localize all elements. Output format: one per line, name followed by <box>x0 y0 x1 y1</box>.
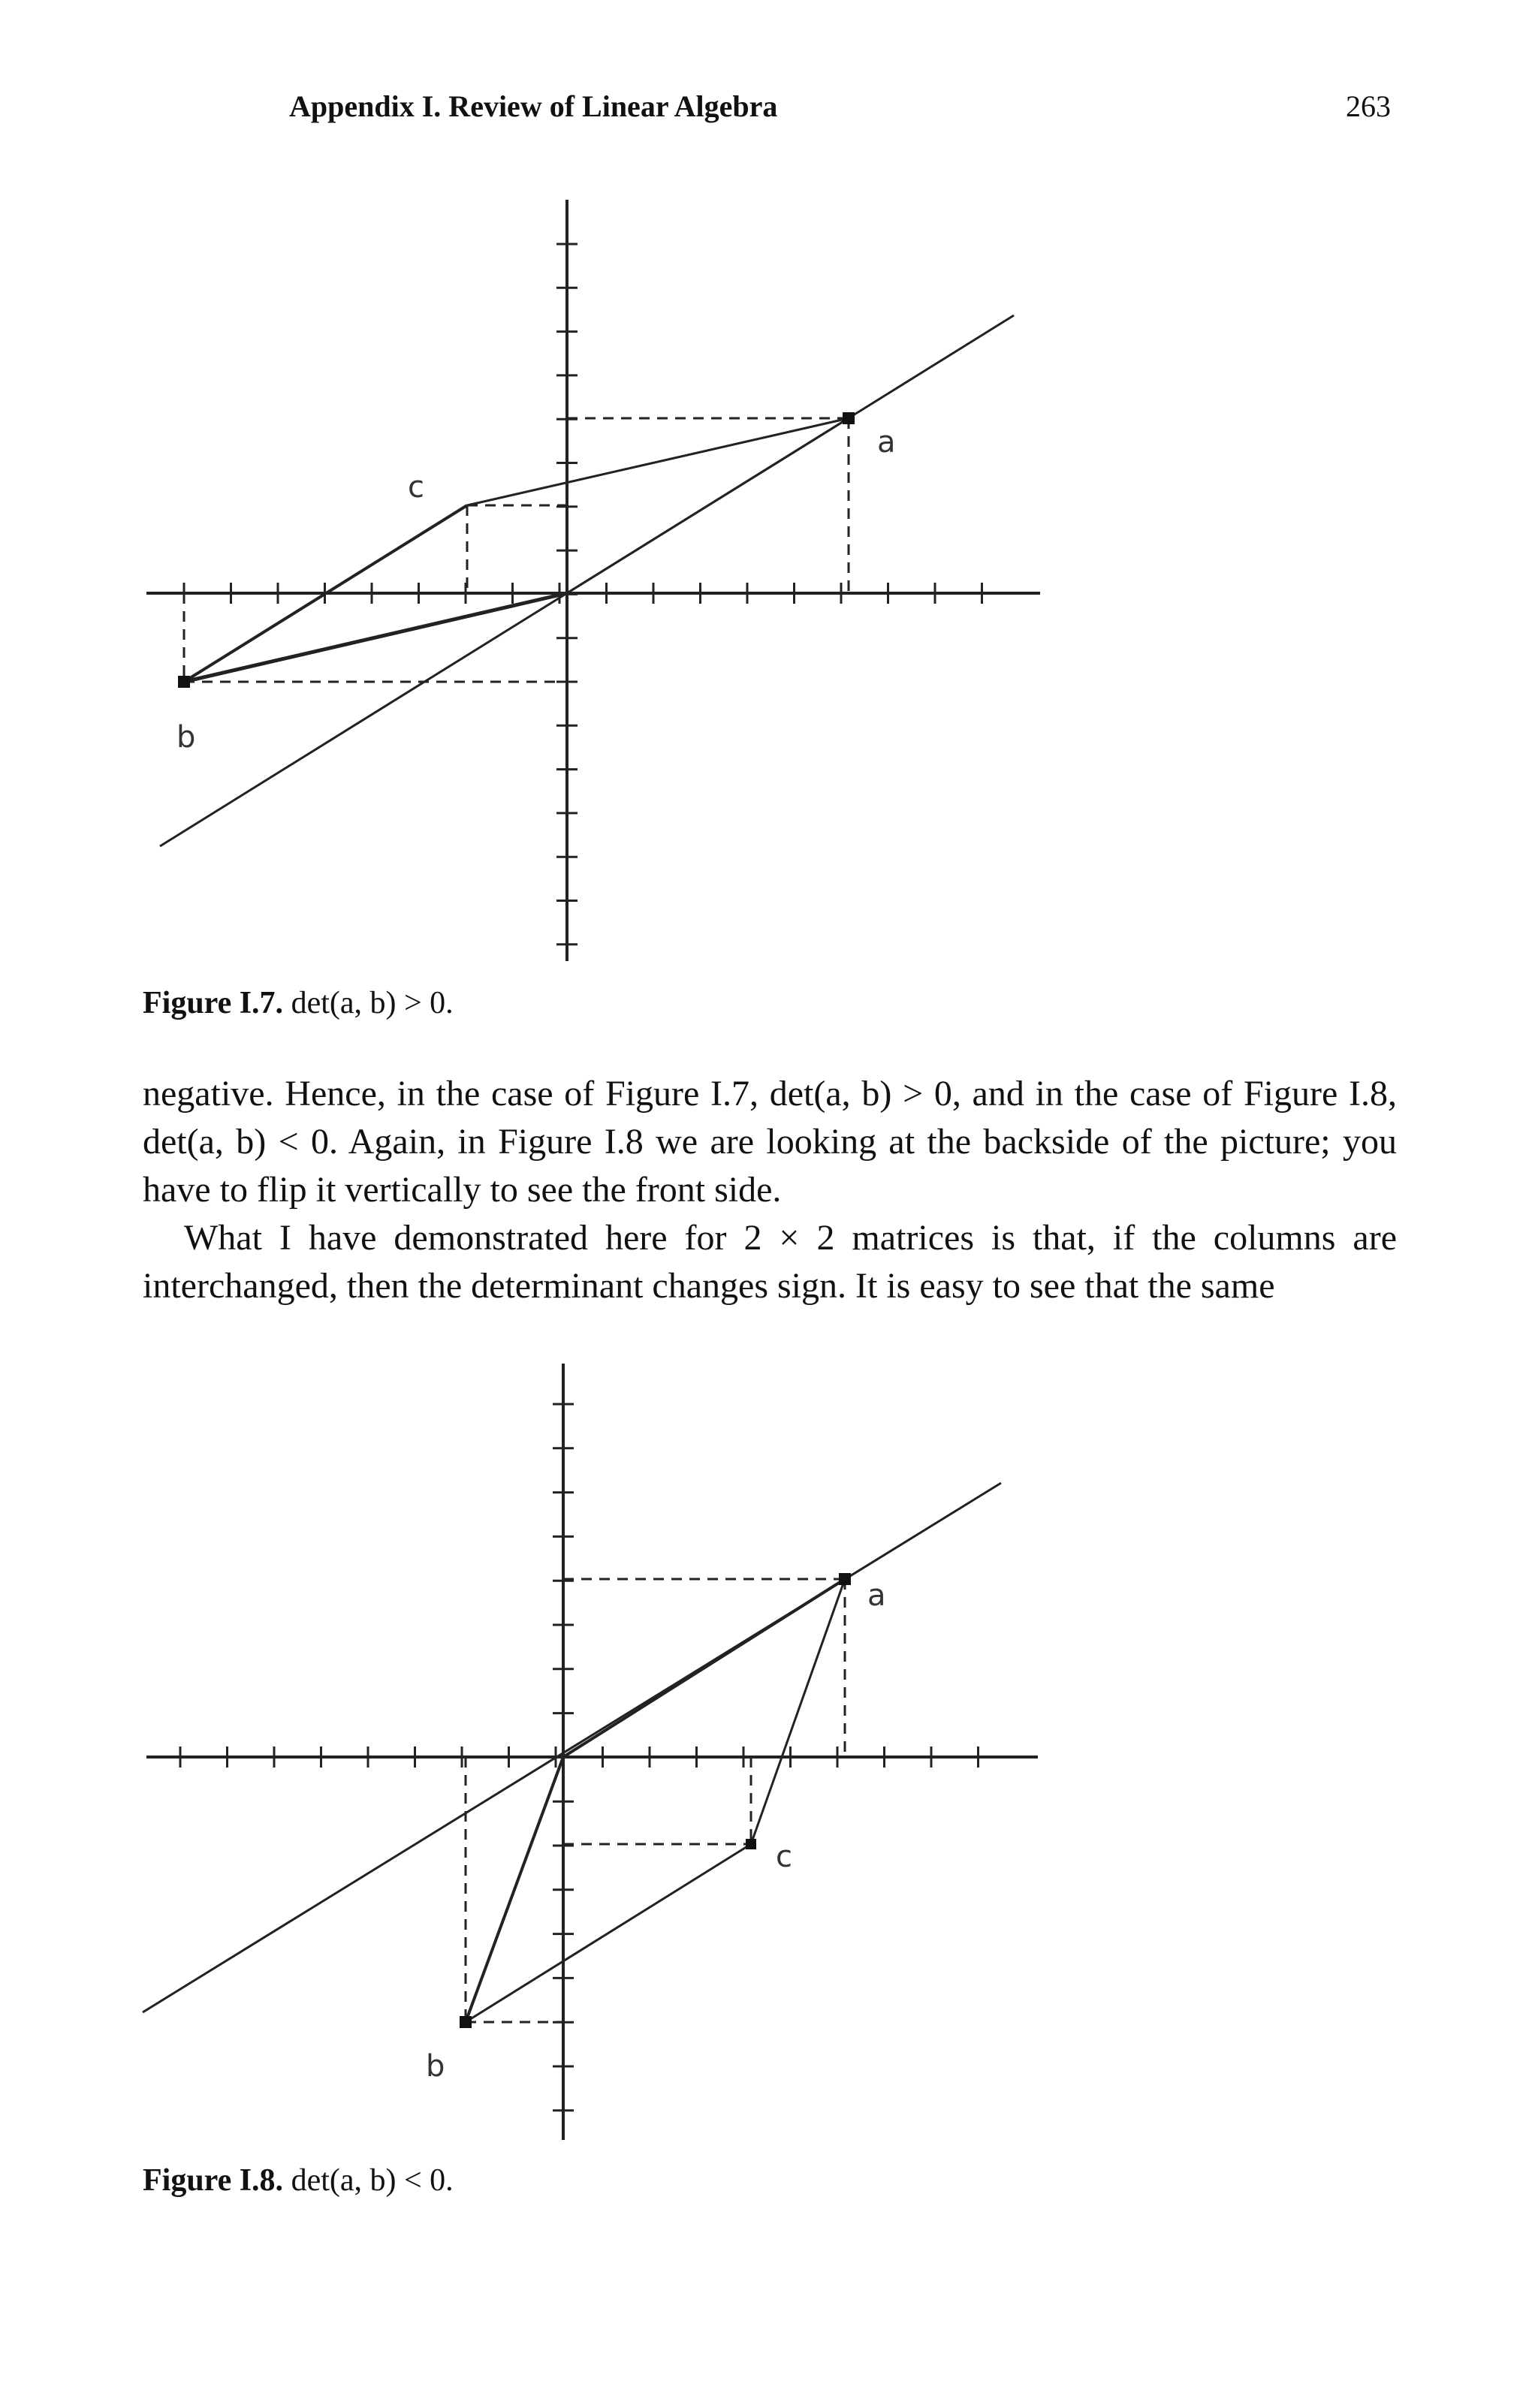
edge-origin-a <box>563 1579 845 1757</box>
edge-origin-b <box>184 593 567 682</box>
label-b: b <box>426 2049 445 2084</box>
label-a: a <box>867 1578 886 1613</box>
edge-c-a <box>751 1579 845 1844</box>
edge-origin-b <box>466 1757 563 2022</box>
label-c: c <box>776 1840 792 1874</box>
figure-i7-diagram <box>0 188 1538 969</box>
figure-i8-diagram <box>0 1344 1538 2147</box>
point-a <box>843 412 855 424</box>
point-b <box>460 2016 472 2028</box>
label-a: a <box>877 425 896 460</box>
edge-c-a <box>467 418 849 505</box>
figure-i8-caption <box>143 2162 454 2199</box>
figure-i7-caption-text: det(a, b) > 0. <box>291 986 454 1020</box>
point-b <box>178 676 190 688</box>
label-b: b <box>176 720 196 755</box>
running-head: Appendix I. Review of Linear Algebra <box>289 89 778 123</box>
page-number: 263 <box>1346 89 1391 123</box>
edge-b-c <box>466 1844 751 2022</box>
figure-i7-caption <box>143 985 454 1021</box>
figure-i8-caption-text: det(a, b) < 0. <box>291 2163 454 2198</box>
point-a <box>839 1573 851 1585</box>
label-c: c <box>408 470 424 505</box>
figure-i7-caption-label: Figure I.7. <box>143 986 284 1020</box>
body-paragraph-2: What I have demonstrated here for 2 × 2 matrices is that, if the columns are interchanged, then the determinant changes sign. It is easy to see that the same <box>143 1218 1397 1306</box>
edge-origin-a <box>567 418 849 593</box>
figure-i8-caption-label: Figure I.8. <box>143 2163 284 2198</box>
body-paragraph-1: negative. Hence, in the case of Figure I.7, det(a, b) > 0, and in the case of Figure I.8, det(a, b) < 0. Again, in Figure I.8 we are looking at the backside of the picture; you have to flip it vertically to see the front side. <box>143 1074 1397 1210</box>
point-c <box>746 1839 756 1849</box>
